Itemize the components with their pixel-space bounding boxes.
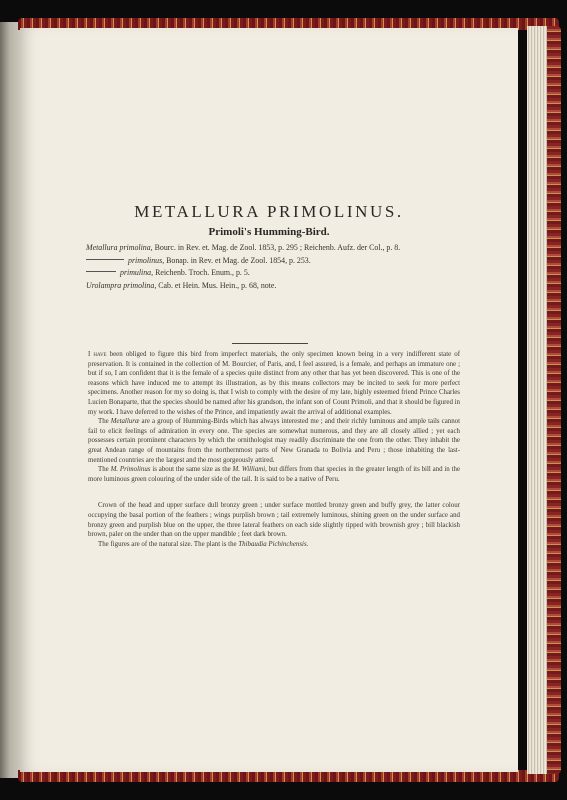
body-text [88, 350, 460, 549]
reference-text: Cab. et Hein. Mus. Hein., p. 68, note. [156, 280, 277, 290]
paragraph-text: is about the same size as the [150, 466, 233, 474]
book-page [20, 28, 518, 772]
ditto-dash [86, 259, 124, 260]
paragraph-text: The [98, 418, 111, 426]
paragraph-text: are a group of Humming-Birds which has always interested me ; and their richly luminous and ample tails cannot fail to elicit feelings of admiration in every one. The species are somewhat numerous, and they are all closely allied ; yet each possesses certain prominent characters by which the ornithologist may readily discriminate the one from the other. They inhabit the great Andean range of mountains from the northernmost parts of New Granada to Bolivia and Peru ; those inhabiting the last-mentioned countries are the largest and the most gorgeously attired. [88, 418, 461, 464]
reference-text: Reichenb. Troch. Enum., p. 5. [153, 268, 250, 278]
binding-edge-right [547, 26, 561, 774]
paragraph [88, 417, 460, 465]
reference-species: primolinus, [128, 255, 165, 265]
reference-entry [86, 255, 458, 268]
section-divider [232, 343, 308, 344]
paragraph-text: The [98, 466, 111, 474]
reference-species: Metallura primolina, [86, 243, 153, 252]
plant-name: Thibaudia Pichinchensis. [238, 540, 309, 548]
species-name: M. Primolinus [110, 466, 151, 474]
synonymy-references [86, 242, 458, 292]
paragraph-text: been obliged to figure this bird from imperfect materials, the only specimen known being in a very indifferent state of preservation. It is contained in the collection of M. Bourcier, of Paris, and, I feel assured, is a female, and perhaps an immature one ; but if so, I am confident that it is the female of a species quite distinct from any other that has yet been discovered. This is one of the reasons which have induced me to attempt its illustration, as by this means collectors may be incited to seek for more perfect specimens. Another reason for my so doing is, that I wish to comply with the desire of my late, highly esteemed friend Prince Charles Lucien Bonaparte, that the species should be named after his grandson, the infant son of Count Primoli, and that it should be figured in my work. I have deferred to the wishes of the Prince, and impatiently await the arrival of additional examples. [88, 351, 460, 416]
paragraph [88, 350, 460, 417]
paragraph-lead: I have [88, 351, 107, 358]
reference-text: Bonap. in Rev. et Mag. de Zool. 1854, p. 253. [164, 255, 311, 265]
page-subtitle: Primoli's Humming-Bird. [208, 226, 330, 238]
page-title: METALLURA PRIMOLINUS. [134, 202, 404, 221]
paragraph [88, 540, 460, 550]
reference-species: Urolampra primolina, [86, 280, 157, 290]
paragraph-text: but differs from that species in the greater length of its bill and in the more luminous green colouring of the under side of the tail. It is said to be a native of Peru. [88, 466, 461, 483]
reference-species: primulina, [120, 268, 154, 278]
paragraph [88, 465, 460, 484]
species-name: M. Williami, [232, 466, 267, 474]
ditto-dash [86, 271, 116, 272]
genus-name: Metalluræ [110, 418, 140, 426]
reference-text: Bourc. in Rev. et. Mag. de Zool. 1853, p. 295 ; Reichenb. Aufz. der Col., p. 8. [152, 243, 401, 252]
description-paragraph: Crown of the head and upper surface dull bronzy green ; under surface mottled bronzy green and buffy grey, the latter colour occupying the basal portion of the feathers ; wings purplish brown ; tail extremely luminous, shining green on the under surface and bronzy green and purplish blue on the upper, the three lateral feathers on each side slightly tipped with brownish grey ; bill blackish brown, paler on the under than on the upper mandible ; feet dark brown. [88, 502, 460, 539]
reference-entry [86, 280, 458, 293]
reference-entry [86, 242, 458, 255]
paragraph-text: The figures are of the natural size. The plant is the [98, 540, 239, 548]
reference-entry [86, 267, 458, 280]
